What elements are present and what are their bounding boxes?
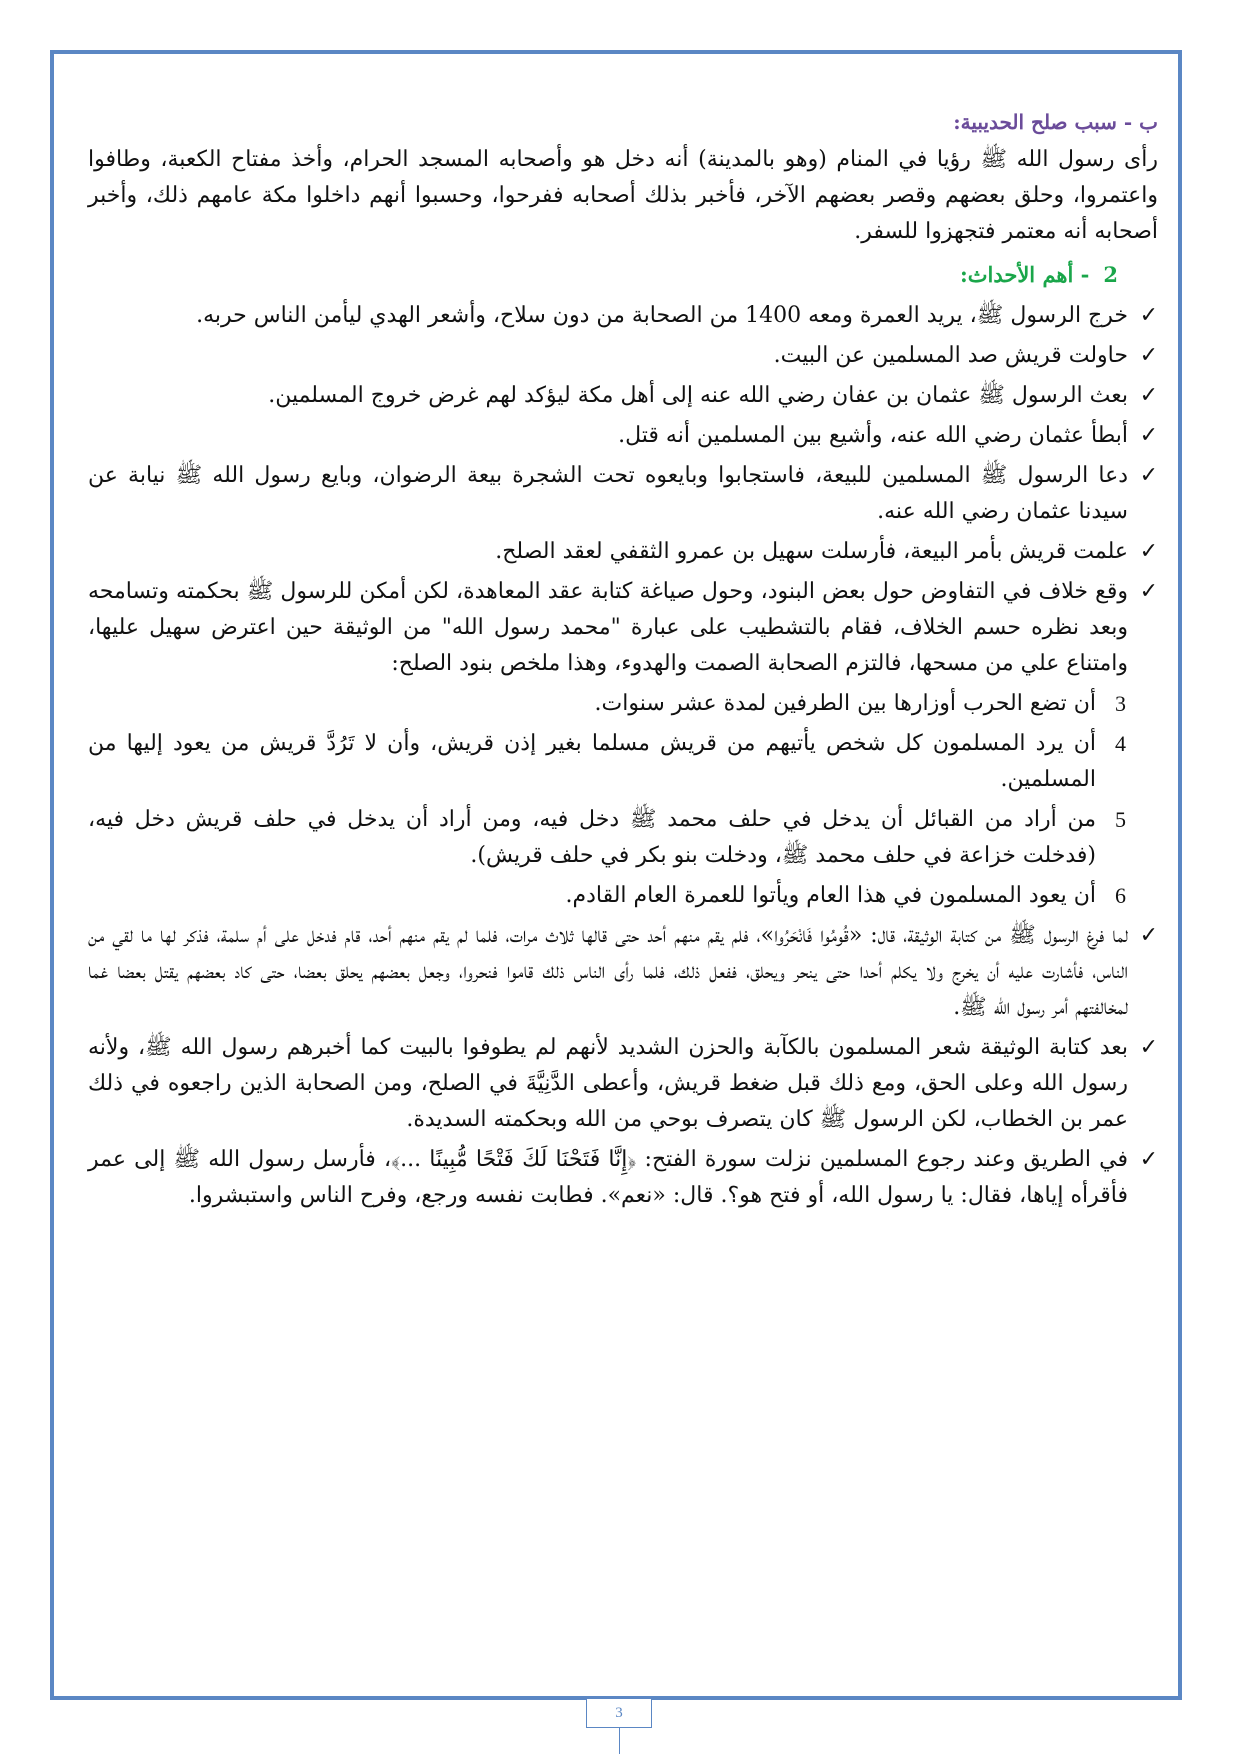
page-content [88,106,1158,1218]
list-item-text: دعا الرسول ﷺ المسلمين للبيعة، فاستجابوا وبايعوه تحت الشجرة بيعة الرضوان، وبايع رسول الله ﷺ نيابة عن سيدنا عثمان رضي الله عنه. [88,463,1128,524]
list-item-text: أبطأ عثمان رضي الله عنه، وأشيع بين المسلمين أنه قتل. [618,423,1128,448]
list-item [88,1142,1158,1214]
treaty-terms-list [88,686,1158,914]
treaty-term [88,726,1158,798]
section-heading-main-events [88,258,1118,292]
list-item [88,338,1158,374]
page-number-connector [619,1728,620,1754]
page-number: 3 [586,1698,652,1728]
section-number: 2 [1103,262,1118,287]
term-number: 6 [1115,883,1126,908]
list-item [88,458,1158,530]
list-item-text: لما فرغ الرسول ﷺ من كتابة الوثيقة، قال: «قُومُوا فَانْحَرُوا»، فلم يقم منهم أحد حتى قالها ثلاث مرات، فلما لم يقم منهم أحد، قام فدخل على أم سلمة، فذكر لها ما لقي من الناس، فأشارت عليه أن يخرج ولا يكلم أحدا حتى ينحر ويحلق، ففعل ذلك، فلما رأى الناس ذلك قاموا فنحروا، وجعل بعضهم يحلق بعضا، حتى كاد بعضهم يقتل بعضا غما لمخالفتهم أمر رسول الله ﷺ. [88,923,1128,1020]
section-title: - أهم الأحداث: [959,262,1090,287]
intro-paragraph: رأى رسول الله ﷺ رؤيا في المنام (وهو بالمدينة) أنه دخل هو وأصحابه المسجد الحرام، وأخذ مفتاح الكعبة، وطافوا واعتمروا، وحلق بعضهم وقصر بعضهم الآخر، فأخبر بذلك أصحابه ففرحوا، وحسبوا أنهم داخلوا مكة عامهم ذلك، وأخبر أصحابه أنه معتمر فتجهزوا للسفر. [88,147,1158,244]
term-text: أن تضع الحرب أوزارها بين الطرفين لمدة عشر سنوات. [594,691,1096,716]
treaty-term [88,686,1158,722]
term-number: 5 [1115,807,1126,832]
check-icon: ✓ [1139,923,1158,948]
events-list [88,298,1158,682]
check-icon: ✓ [1139,1035,1158,1060]
term-number: 3 [1115,691,1126,716]
term-text: أن يرد المسلمون كل شخص يأتيهم من قريش مسلما بغير إذن قريش، وأن لا تَرُدَّ قريش من يعود إليها من المسلمين. [88,731,1096,792]
list-item-text: حاولت قريش صد المسلمين عن البيت. [773,343,1128,368]
check-icon: ✓ [1139,1147,1158,1172]
check-icon: ✓ [1139,343,1158,368]
check-icon: ✓ [1139,579,1158,604]
events-list-continued [88,918,1158,1214]
list-item-text: وقع خلاف في التفاوض حول بعض البنود، وحول صياغة كتابة عقد المعاهدة، لكن أمكن للرسول ﷺ بحكمته وتسامحه وبعد نظره حسم الخلاف، فقام بالتشطيب على عبارة "محمد رسول الله" من الوثيقة حين اعترض سهيل عليها، وامتناع علي من مسحها، فالتزم الصحابة الصمت والهدوء، وهذا ملخص بنود الصلح: [88,579,1128,676]
list-item [88,418,1158,454]
check-icon: ✓ [1139,539,1158,564]
check-icon: ✓ [1139,383,1158,408]
list-item-text: علمت قريش بأمر البيعة، فأرسلت سهيل بن عمرو الثقفي لعقد الصلح. [495,539,1128,564]
list-item [88,378,1158,414]
list-item [88,574,1158,682]
list-item-text: بعد كتابة الوثيقة شعر المسلمون بالكآبة والحزن الشديد لأنهم لم يطوفوا بالبيت كما أخبرهم رسول الله ﷺ، ولأنه رسول الله وعلى الحق، ومع ذلك قبل ضغط قريش، وأعطى الدَّنِيَّةَ في الصلح، ومن الصحابة الذين راجعوه في ذلك عمر بن الخطاب، لكن الرسول ﷺ كان يتصرف بوحي من الله وبحكمته السديدة. [88,1035,1128,1132]
term-text: من أراد من القبائل أن يدخل في حلف محمد ﷺ دخل فيه، ومن أراد أن يدخل في حلف قريش دخل فيه، (فدخلت خزاعة في حلف محمد ﷺ، ودخلت بنو بكر في حلف قريش). [88,807,1096,868]
list-item [88,1030,1158,1138]
list-item-text: خرج الرسول ﷺ، يريد العمرة ومعه 1400 من الصحابة من دون سلاح، وأشعر الهدي ليأمن الناس حربه. [196,303,1128,328]
check-icon: ✓ [1139,423,1158,448]
term-text: أن يعود المسلمون في هذا العام ويأتوا للعمرة العام القادم. [565,883,1096,908]
treaty-term [88,878,1158,914]
list-item [88,298,1158,334]
list-item-text: في الطريق وعند رجوع المسلمين نزلت سورة الفتح: ﴿إِنَّا فَتَحْنَا لَكَ فَتْحًا مُّبِينًا ...﴾، فأرسل رسول الله ﷺ إلى عمر فأقرأه إياها، فقال: يا رسول الله، أو فتح هو؟. قال: «نعم». فطابت نفسه ورجع، وفرح الناس واستبشروا. [88,1147,1128,1208]
check-icon: ✓ [1139,303,1158,328]
list-item-text: بعث الرسول ﷺ عثمان بن عفان رضي الله عنه إلى أهل مكة ليؤكد لهم غرض خروج المسلمين. [268,383,1128,408]
check-icon: ✓ [1139,463,1158,488]
list-item [88,918,1158,1026]
treaty-term [88,802,1158,874]
term-number: 4 [1115,731,1126,756]
list-item [88,534,1158,570]
sub-heading-cause-of-treaty: ب - سبب صلح الحديبية: [953,110,1158,134]
